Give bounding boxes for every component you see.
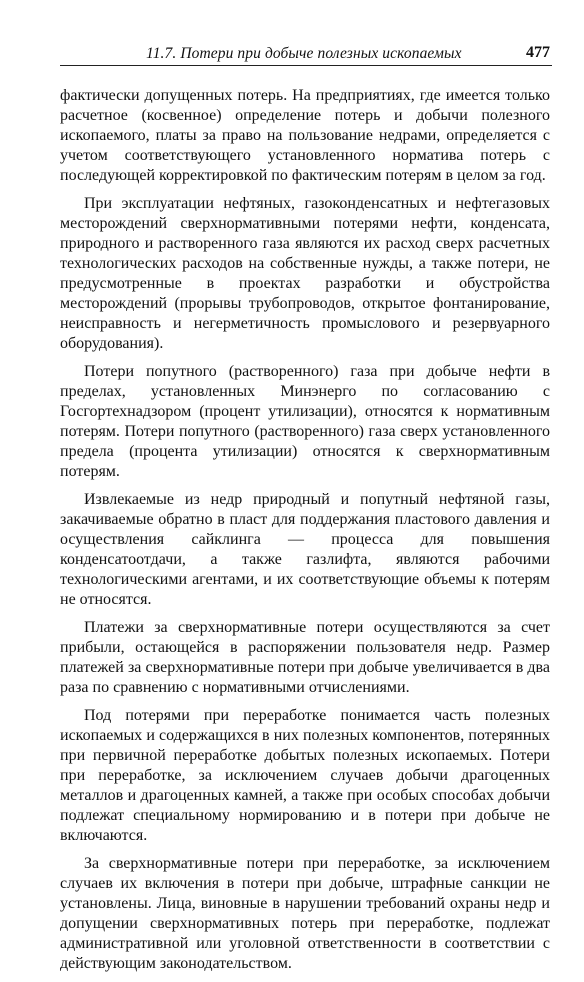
paragraph: Платежи за сверхнормативные потери осуществляются за счет прибыли, остающейся в распоряжении пользователя недр. Размер платежей за сверхнормативные потери при добыче увеличивается в два раза по сравнению с нормативными отчислениями. — [60, 619, 550, 696]
paragraph: Извлекаемые из недр природный и попутный нефтяной газы, закачиваемые обратно в пласт для поддержания пластового давления и осуществления сайклинга — процесса для повышения конденсатоотдачи, а также газлифта, являются рабочими технологическими агентами, и их соответствующие объемы к потерям не относятся. — [60, 491, 550, 608]
paragraph: Под потерями при переработке понимается часть полезных ископаемых и содержащихся в них полезных компонентов, потерянных при первичной переработке добытых полезных ископаемых. Потери при переработке, за исключением случаев добычи драгоценных металлов и драгоценных камней, а также при особых способах добычи подлежат специальному нормированию и в потери при добыче не включаются. — [60, 707, 550, 844]
paragraph: При эксплуатации нефтяных, газоконденсатных и нефтегазовых месторождений сверхнормативными потерями нефти, конденсата, природного и растворенного газа являются их расход сверх расчетных технологических расходов на собственные нужды, а также потери, не предусмотренные в проектах разработки и обустройства месторождений (прорывы трубопроводов, открытое фонтанирование, неисправность и негерметичность промыслового и резервуарного оборудования). — [60, 195, 550, 352]
section-title: 11.7. Потери при добыче полезных ископаемых — [146, 45, 462, 62]
paragraph: За сверхнормативные потери при переработке, за исключением случаев их включения в потери при добыче, штрафные санкции не установлены. Лица, виновные в нарушении требований охраны недр и допущении сверхнормативных потерь при переработке, подлежат административной или уголовной ответственности в соответствии с действующим законодательством. — [60, 855, 550, 972]
page-number: 477 — [526, 44, 550, 61]
page-body — [60, 86, 550, 982]
paragraph: фактически допущенных потерь. На предприятиях, где имеется только расчетное (косвенное) определение потерь и добычи полезного ископаемого, платы за право на пользование недрами, определяется с учетом соответствующего установленного норматива потерь с последующей корректировкой по фактическим потерям в целом за год. — [60, 87, 550, 184]
paragraph: Потери попутного (растворенного) газа при добыче нефти в пределах, установленных Минэнерго по согласованию с Госгортехнадзором (процент утилизации), относятся к нормативным потерям. Потери попутного (растворенного) газа сверх установленного предела (процента утилизации) относятся к сверхнормативным потерям. — [60, 363, 550, 480]
running-header — [60, 43, 552, 66]
